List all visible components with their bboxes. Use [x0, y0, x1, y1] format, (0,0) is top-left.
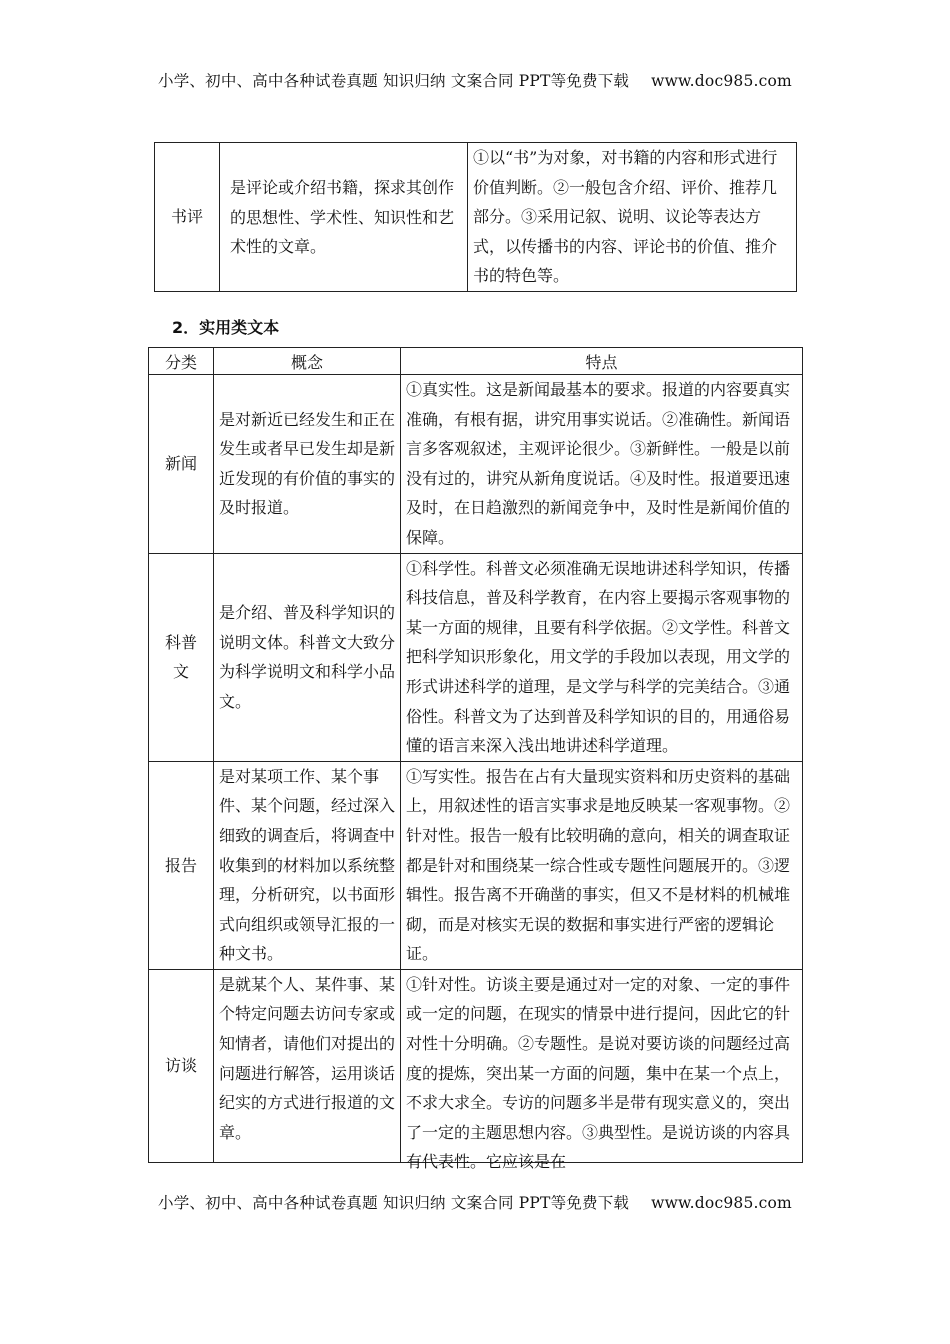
concept-text: 是对新近已经发生和正在发生或者早已发生却是新近发现的有价值的事实的及时报道。	[219, 409, 396, 518]
section-title: 2．实用类文本	[172, 318, 280, 337]
concept-text: 是就某个人、某件事、某个特定问题去访问专家或知情者，请他们对提出的问题进行解答，运用谈话纪实的方式进行报道的文章。	[219, 974, 396, 1142]
features-text: ①针对性。访谈主要是通过对一定的对象、一定的事件或一定的问题，在现实的情景中进行提问，因此它的针对性十分明确。②专题性。是说对要访谈的问题经过高度的提炼，突出某一方面的问题，集中在某一个点上，不求大求全。专访的问题多半是带有现实意义的，突出了一定的主题思想内容。③典型性。是说访谈的内容具有代表性。它应该是在	[406, 974, 791, 1172]
features-text: ①真实性。这是新闻最基本的要求。报道的内容要真实准确，有根有据，讲究用事实说话。②准确性。新闻语言多客观叙述，主观评论很少。③新鲜性。一般是以前没有过的，讲究从新角度说话。④及时性。报道要迅速及时，在日趋激烈的新闻竞争中，及时性是新闻价值的保障。	[406, 380, 791, 547]
table-row-popular-science	[149, 553, 803, 761]
category-cell: 新闻	[149, 375, 214, 554]
category-cell	[149, 553, 214, 761]
table-row	[155, 143, 797, 292]
category-text: 科普文	[164, 632, 197, 682]
features-text: ①写实性。报告在占有大量现实资料和历史资料的基础上，用叙述性的语言实事求是地反映某一客观事物。②针对性。报告一般有比较明确的意向，相关的调查取证都是针对和围绕某一综合性或专题性问题展开的。③逻辑性。报告离不开确凿的事实，但又不是材料的机械堆砌，而是对核实无误的数据和事实进行严密的逻辑论证。	[406, 766, 791, 964]
features-text: ①科学性。科普文必须准确无误地讲述科学知识，传播科技信息，普及科学教育，在内容上要揭示客观事物的某一方面的规律，且要有科学依据。②文学性。科普文把科学知识形象化，用文学的手段加以表现，用文学的形式讲述科学的道理，是文学与科学的完美结合。③通俗性。科普文为了达到普及科学知识的目的，用通俗易懂的语言来深入浅出地讲述科学道理。	[406, 558, 791, 756]
page-header	[0, 69, 950, 91]
features-cell	[401, 761, 803, 969]
table-row-news	[149, 375, 803, 554]
features-cell	[468, 143, 797, 292]
concept-text: 是介绍、普及科学知识的说明文体。科普文大致分为科学说明文和科学小品文。	[219, 602, 396, 711]
header-concept: 概念	[214, 348, 401, 375]
footer-url: www.doc985.com	[651, 1194, 792, 1212]
concept-cell	[220, 143, 468, 292]
header-features: 特点	[401, 348, 803, 375]
table-header-row	[149, 348, 803, 375]
header-category: 分类	[149, 348, 214, 375]
features-cell	[401, 969, 803, 1172]
category-cell: 书评	[155, 143, 220, 292]
concept-cell	[214, 969, 401, 1162]
header-text: 小学、初中、高中各种试卷真题 知识归纳 文案合同 PPT等免费下载	[158, 72, 630, 90]
practical-text-table	[148, 347, 803, 1172]
concept-text: 是对某项工作、某个事件、某个问题，经过深入细致的调查后，将调查中收集到的材料加以系统整理，分析研究，以书面形式向组织或领导汇报的一种文书。	[219, 766, 396, 964]
concept-cell	[214, 761, 401, 969]
category-cell: 访谈	[149, 969, 214, 1162]
features-cell	[401, 375, 803, 554]
category-cell: 报告	[149, 761, 214, 969]
footer-text: 小学、初中、高中各种试卷真题 知识归纳 文案合同 PPT等免费下载	[158, 1194, 630, 1212]
header-url: www.doc985.com	[651, 72, 792, 90]
features-cell	[401, 553, 803, 761]
features-text: ①以“书”为对象，对书籍的内容和形式进行价值判断。②一般包含介绍、评价、推荐几部分。③采用记叙、说明、议论等表达方式，以传播书的内容、评论书的价值、推介书的特色等。	[473, 148, 778, 286]
concept-text: 是评论或介绍书籍，探求其创作的思想性、学术性、知识性和艺术性的文章。	[230, 178, 455, 257]
table-row-report	[149, 761, 803, 969]
concept-cell	[214, 375, 401, 554]
book-review-table	[154, 142, 797, 292]
page-footer	[0, 1191, 950, 1213]
table-row-interview	[149, 969, 803, 1162]
concept-cell	[214, 553, 401, 761]
